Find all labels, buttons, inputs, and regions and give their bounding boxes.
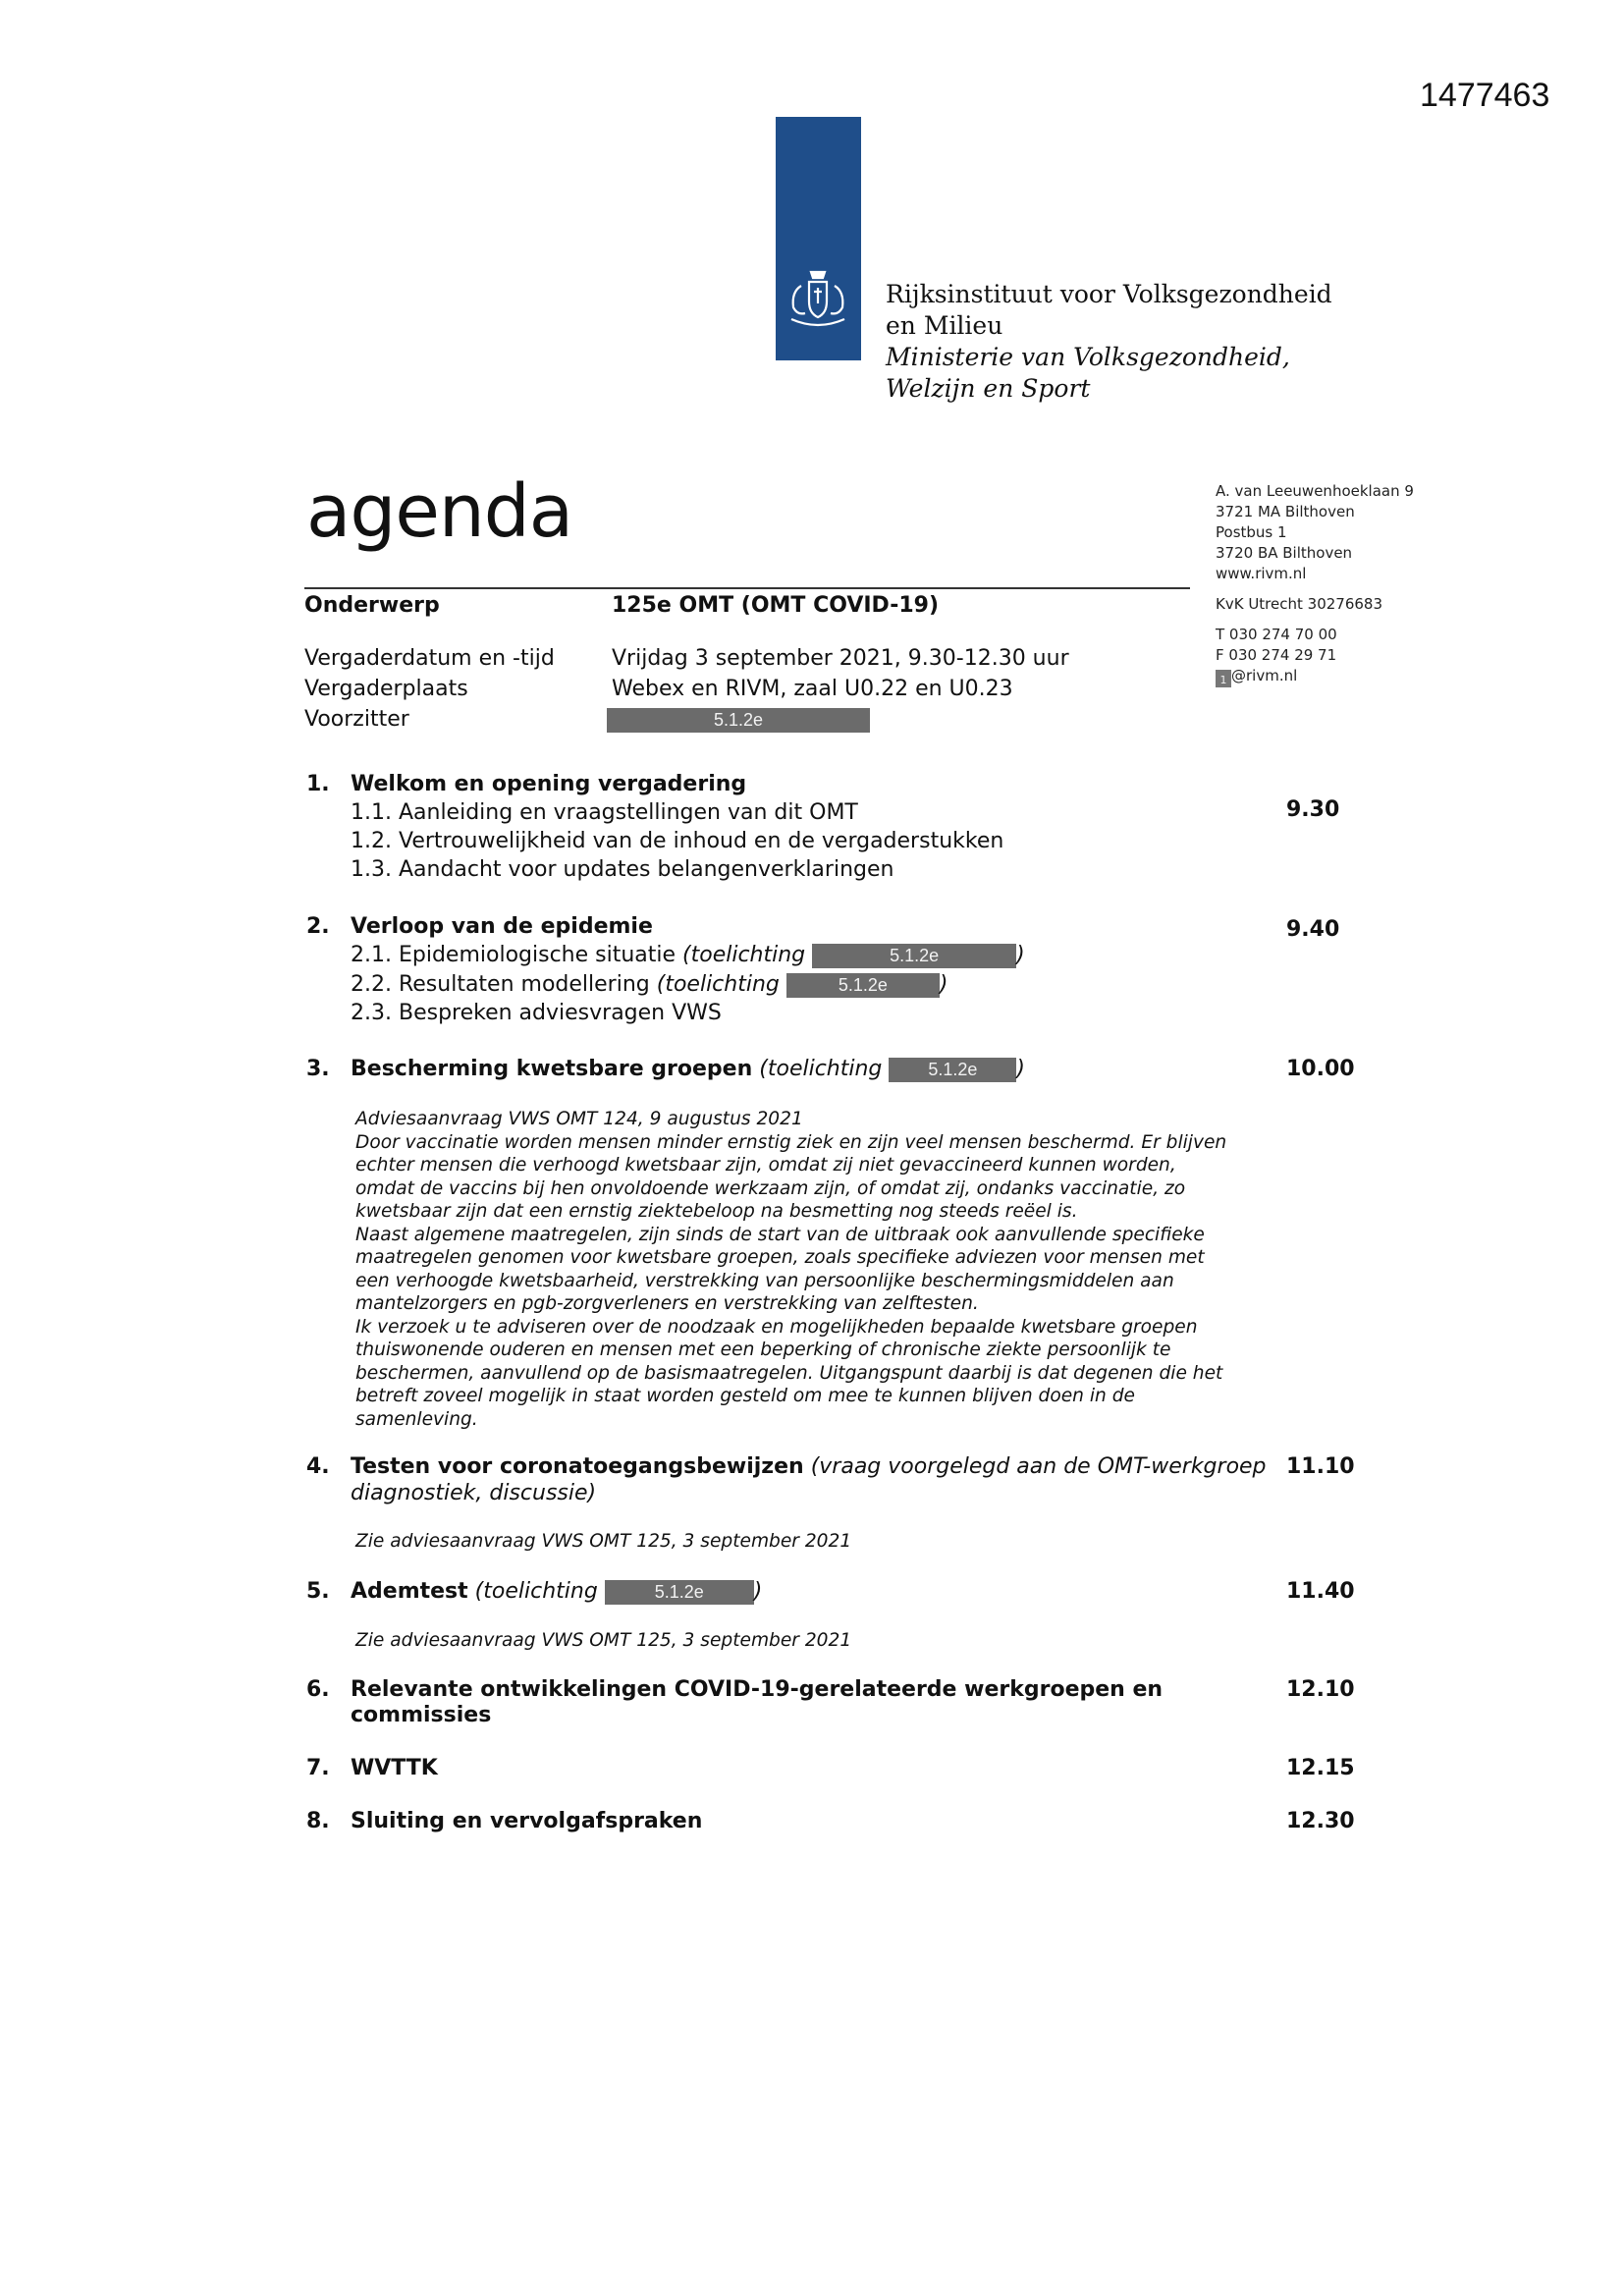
agenda-time: 9.40 xyxy=(1286,917,1340,942)
agenda-time: 12.10 xyxy=(1286,1677,1355,1702)
agenda-item-title: Welkom en opening vergadering xyxy=(351,772,747,796)
agenda-time: 11.10 xyxy=(1286,1454,1355,1479)
agenda-time: 12.30 xyxy=(1286,1809,1355,1833)
agenda-item-title: Testen voor coronatoegangsbewijzen xyxy=(351,1454,804,1479)
ministry-line-2: Welzijn en Sport xyxy=(886,374,1091,403)
page-title: agenda xyxy=(306,469,573,554)
agenda-subitem: 2.3. Bespreken adviesvragen VWS xyxy=(351,1001,722,1025)
subject-value: 125e OMT (OMT COVID-19) xyxy=(612,593,940,618)
subject-label: Onderwerp xyxy=(304,593,440,618)
date-label: Vergaderdatum en -tijd xyxy=(304,646,555,671)
address-fax: F 030 274 29 71 xyxy=(1216,646,1337,664)
agenda-item-title: Sluiting en vervolgafspraken xyxy=(351,1809,703,1833)
agenda-item-title: Relevante ontwikkelingen COVID-19-gerelateerde werkgroepen en xyxy=(351,1677,1164,1702)
org-line-1: Rijksinstituut voor Volksgezondheid xyxy=(886,280,1332,308)
redaction-box: 5.1.2e xyxy=(889,1058,1016,1082)
agenda-note: Zie adviesaanvraag VWS OMT 125, 3 september 2021 xyxy=(355,1630,852,1651)
agenda-time: 9.30 xyxy=(1286,797,1340,822)
agenda-subitem: 1.3. Aandacht voor updates belangenverklaringen xyxy=(351,857,894,882)
agenda-subitem: 2.1. Epidemiologische situatie (toelichting 5.1.2e ) xyxy=(351,943,1025,967)
place-label: Vergaderplaats xyxy=(304,677,468,701)
agenda-item-title-cont: commissies xyxy=(351,1703,492,1727)
address-email: 1 @rivm.nl xyxy=(1216,666,1414,687)
agenda-item-desc: diagnostiek, discussie) xyxy=(351,1481,597,1505)
chair-redaction: 5.1.2e xyxy=(607,708,870,733)
org-line-2: en Milieu xyxy=(886,311,1003,340)
place-value: Webex en RIVM, zaal U0.22 en U0.23 xyxy=(612,677,1013,701)
redaction-box: 5.1.2e xyxy=(786,973,940,998)
logo-bar xyxy=(776,117,861,360)
address-street: A. van Leeuwenhoeklaan 9 xyxy=(1216,482,1414,500)
chair-label: Voorzitter xyxy=(304,707,409,732)
address-website: www.rivm.nl xyxy=(1216,565,1307,582)
agenda-subitem: 2.2. Resultaten modellering (toelichting 5.1.2e ) xyxy=(351,972,948,997)
email-redaction: 1 xyxy=(1216,670,1231,687)
advice-request-text: Adviesaanvraag VWS OMT 124, 9 augustus 2021 Door vaccinatie worden mensen minder ernstig ziek en zijn veel mensen beschermd. Er blijven echter mensen die verhoogd kwetsbaar zijn, omdat zij niet gevaccineerd kunnen worden, omdat de vaccins bij hen onvoldoende werkzaam zijn, of omdat zij, ondanks vaccinatie, zo kwetsbaar zijn dat een ernstig ziektebeloop na besmetting nog steeds reëel is. Naast algemene maatregelen, zijn sinds de start van de uitbraak ook aanvullende specifieke maatregelen genomen voor kwetsbare groepen, zoals specifieke adviezen voor mensen met een verhoogde kwetsbaarheid, verstrekking van persoonlijke beschermingsmiddelen aan mantelzorgers en pgb-zorgverleners en verstrekking van zelftesten. Ik verzoek u te adviseren over de noodzaak en mogelijkheden bepaalde kwetsbare groepen thuiswonende ouderen en mensen met een beperking of chronische ziekte persoonlijk te beschermen, aanvullend op de basismaatregelen. Uitgangspunt daarbij is dat degenen die het betreft zoveel mogelijk in staat worden gesteld om mee te kunnen blijven doen in de samenleving. xyxy=(355,1109,1227,1430)
agenda-time: 11.40 xyxy=(1286,1579,1355,1604)
agenda-item-title: Verloop van de epidemie xyxy=(351,914,653,939)
address-postbus-city: 3720 BA Bilthoven xyxy=(1216,544,1353,562)
agenda-item-title: Bescherming kwetsbare groepen xyxy=(351,1057,753,1081)
agenda-note: Zie adviesaanvraag VWS OMT 125, 3 september 2021 xyxy=(355,1531,852,1552)
coat-of-arms-icon xyxy=(782,264,854,337)
agenda-item-title: Ademtest xyxy=(351,1579,468,1604)
agenda-item-title: WVTTK xyxy=(351,1756,438,1780)
agenda-subitem: 1.1. Aanleiding en vraagstellingen van dit OMT xyxy=(351,800,858,825)
redaction-box: 5.1.2e xyxy=(812,944,1016,968)
address-block xyxy=(1216,481,1414,687)
agenda-subitem: 1.2. Vertrouwelijkheid van de inhoud en de vergaderstukken xyxy=(351,829,1004,853)
address-postbus: Postbus 1 xyxy=(1216,523,1287,541)
organization-name xyxy=(886,279,1332,405)
agenda-time: 12.15 xyxy=(1286,1756,1355,1780)
address-phone: T 030 274 70 00 xyxy=(1216,626,1337,643)
document-number: 1477463 xyxy=(1420,77,1550,114)
date-value: Vrijdag 3 september 2021, 9.30-12.30 uur xyxy=(612,646,1069,671)
address-kvk: KvK Utrecht 30276683 xyxy=(1216,595,1382,613)
title-divider xyxy=(304,587,1190,589)
ministry-line-1: Ministerie van Volksgezondheid, xyxy=(886,343,1290,371)
redaction-box: 5.1.2e xyxy=(605,1580,754,1605)
address-postcode: 3721 MA Bilthoven xyxy=(1216,503,1355,520)
agenda-time: 10.00 xyxy=(1286,1057,1355,1081)
